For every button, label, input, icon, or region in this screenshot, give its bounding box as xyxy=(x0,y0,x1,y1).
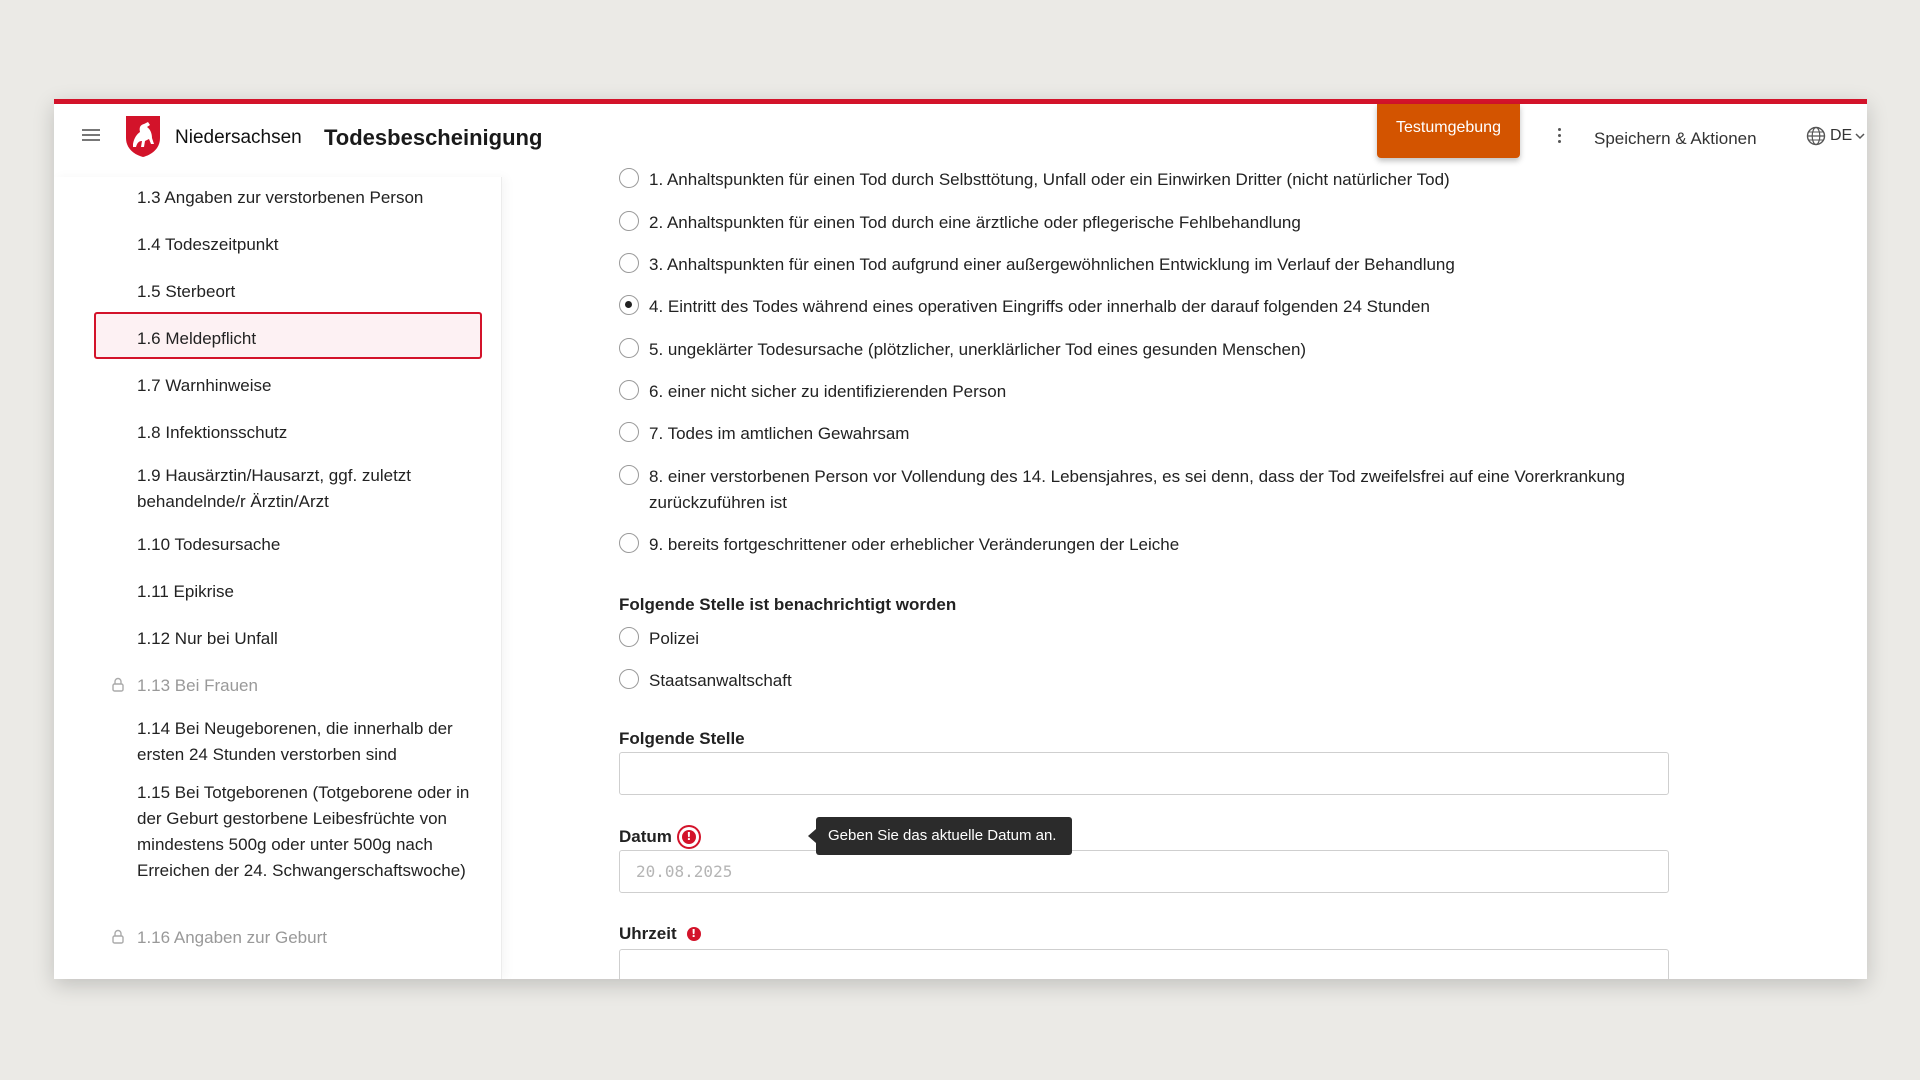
sidebar-item-1-15[interactable]: 1.15 Bei Totgeborenen (Totgeborene oder in der Geburt gestorbene Leibesfrüchte von mindestens 500g oder unter 500g nach Erreichen der 24. Schwangerschaftswoche) xyxy=(137,783,470,880)
radio-button[interactable] xyxy=(619,380,639,400)
notified-option-polizei[interactable] xyxy=(619,626,699,652)
radio-button[interactable] xyxy=(619,669,639,689)
form-content xyxy=(509,170,1867,979)
brand-name: Niedersachsen xyxy=(175,127,302,148)
chevron-down-icon xyxy=(1855,132,1865,140)
sidebar-item-1-13 xyxy=(137,673,467,699)
radio-button[interactable] xyxy=(619,465,639,485)
reason-option-9[interactable] xyxy=(619,532,1679,558)
environment-badge: Testumgebung xyxy=(1377,104,1520,158)
radio-button[interactable] xyxy=(619,338,639,358)
option-label: Staatsanwaltschaft xyxy=(649,671,792,690)
radio-button[interactable] xyxy=(619,627,639,647)
folgende-stelle-input[interactable] xyxy=(619,752,1669,795)
sidebar-item-1-14[interactable]: 1.14 Bei Neugeborenen, die innerhalb der ersten 24 Stunden verstorben sind xyxy=(137,719,453,764)
section-navigation xyxy=(54,177,502,979)
datum-label: Datum xyxy=(619,827,672,846)
radio-button[interactable] xyxy=(619,168,639,188)
reason-option-4[interactable] xyxy=(619,294,1679,320)
sidebar-item-1-7[interactable]: 1.7 Warnhinweise xyxy=(137,376,272,395)
option-label: 3. Anhaltspunkten für einen Tod aufgrund einer außergewöhnlichen Entwicklung im Verlauf der Behandlung xyxy=(649,255,1455,274)
radio-button-checked[interactable] xyxy=(619,295,639,315)
radio-button[interactable] xyxy=(619,211,639,231)
save-actions-button[interactable]: Speichern & Aktionen xyxy=(1594,129,1757,148)
sidebar-item-1-10[interactable]: 1.10 Todesursache xyxy=(137,535,281,554)
language-code: DE xyxy=(1830,127,1853,144)
uhrzeit-input[interactable] xyxy=(619,949,1669,979)
datum-label-row xyxy=(619,827,696,847)
reason-option-1[interactable] xyxy=(619,167,1679,193)
sidebar-item-1-16 xyxy=(137,925,467,951)
sidebar-item-1-9[interactable]: 1.9 Hausärztin/Hausarzt, ggf. zuletzt behandelnde/r Ärztin/Arzt xyxy=(137,466,412,511)
sidebar-item-label: 1.16 Angaben zur Geburt xyxy=(137,928,327,947)
sidebar-item-label: 1.13 Bei Frauen xyxy=(137,676,258,695)
option-label: 9. bereits fortgeschrittener oder erheblicher Veränderungen der Leiche xyxy=(649,535,1180,554)
option-label: Polizei xyxy=(649,629,700,648)
sidebar-item-1-5[interactable]: 1.5 Sterbeort xyxy=(137,282,236,301)
sidebar-item-1-11[interactable]: 1.11 Epikrise xyxy=(137,582,235,601)
radio-button[interactable] xyxy=(619,253,639,273)
radio-button[interactable] xyxy=(619,422,639,442)
uhrzeit-label: Uhrzeit xyxy=(619,924,677,943)
reason-option-5[interactable] xyxy=(619,337,1679,363)
more-vertical-icon[interactable] xyxy=(1558,128,1562,146)
app-title: Todesbescheinigung xyxy=(324,125,543,150)
sidebar-item-1-4[interactable]: 1.4 Todeszeitpunkt xyxy=(137,235,279,254)
radio-button[interactable] xyxy=(619,533,639,553)
reason-option-6[interactable] xyxy=(619,379,1679,405)
option-label: 1. Anhaltspunkten für einen Tod durch Selbsttötung, Unfall oder ein Einwirken Dritter (nicht natürlicher Tod) xyxy=(649,170,1450,189)
option-label: 6. einer nicht sicher zu identifizierenden Person xyxy=(649,382,1007,401)
datum-tooltip: Geben Sie das aktuelle Datum an. xyxy=(816,817,1072,855)
reason-option-7[interactable] xyxy=(619,421,1679,447)
option-label: 7. Todes im amtlichen Gewahrsam xyxy=(649,424,910,443)
coat-of-arms-icon xyxy=(124,114,162,158)
sidebar-item-1-12[interactable]: 1.12 Nur bei Unfall xyxy=(137,629,278,648)
notified-section-label: Folgende Stelle ist benachrichtigt worden xyxy=(619,595,957,614)
notified-option-staatsanwaltschaft[interactable] xyxy=(619,668,792,694)
reason-option-8[interactable] xyxy=(619,464,1679,516)
lock-icon xyxy=(112,677,124,692)
app-window xyxy=(54,99,1867,979)
option-label: 8. einer verstorbenen Person vor Vollendung des 14. Lebensjahres, es sei denn, dass der Tod zweifelsfrei auf eine Vorerkrankung zurückzuführen ist xyxy=(649,467,1625,512)
reason-option-3[interactable] xyxy=(619,252,1679,278)
sidebar-item-1-6[interactable]: 1.6 Meldepflicht xyxy=(137,329,257,348)
info-icon[interactable]: ! xyxy=(687,927,701,941)
option-label: 5. ungeklärter Todesursache (plötzlicher, unerklärlicher Tod eines gesunden Menschen) xyxy=(649,340,1307,359)
app-header xyxy=(54,104,1867,170)
reason-option-2[interactable] xyxy=(619,210,1679,236)
option-label: 2. Anhaltspunkten für einen Tod durch eine ärztliche oder pflegerische Fehlbehandlung xyxy=(649,213,1301,232)
lock-icon xyxy=(112,929,124,944)
menu-icon[interactable] xyxy=(82,129,100,143)
info-icon[interactable]: ! xyxy=(682,830,696,844)
uhrzeit-label-row xyxy=(619,924,701,944)
folgende-stelle-label: Folgende Stelle xyxy=(619,729,745,748)
globe-icon xyxy=(1806,126,1826,146)
datum-input[interactable]: 20.08.2025 xyxy=(619,850,1669,893)
sidebar-item-1-3[interactable]: 1.3 Angaben zur verstorbenen Person xyxy=(137,188,424,207)
language-selector[interactable] xyxy=(1806,126,1867,146)
option-label: 4. Eintritt des Todes während eines operativen Eingriffs oder innerhalb der darauf folgenden 24 Stunden xyxy=(649,297,1430,316)
sidebar-item-1-8[interactable]: 1.8 Infektionsschutz xyxy=(137,423,288,442)
